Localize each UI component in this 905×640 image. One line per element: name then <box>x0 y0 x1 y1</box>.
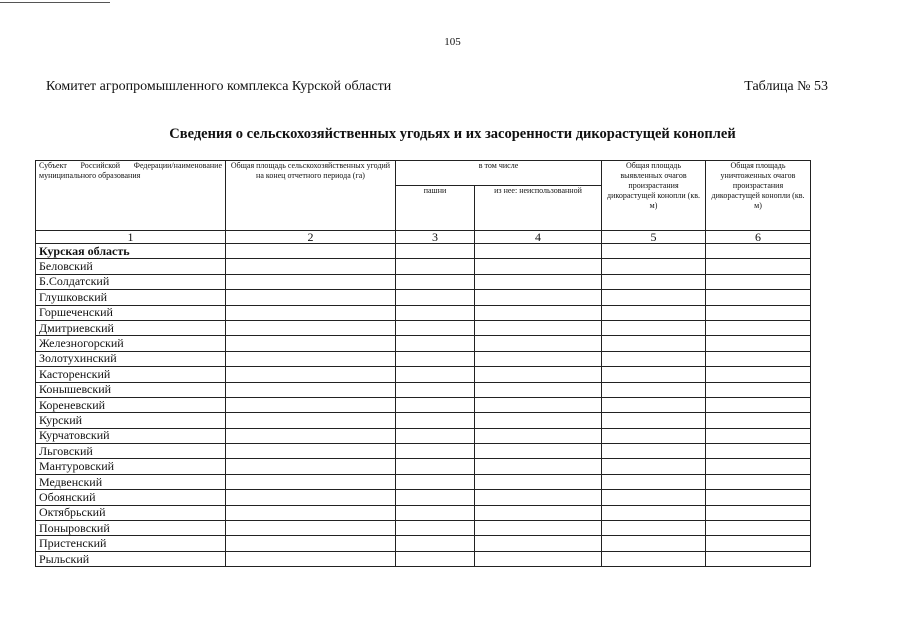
table-row <box>36 428 811 443</box>
corner-rule <box>0 2 110 3</box>
empty-cell <box>475 290 602 305</box>
empty-cell <box>602 259 706 274</box>
empty-cell <box>226 444 396 459</box>
empty-cell <box>475 397 602 412</box>
district-name: Льговский <box>36 444 226 459</box>
district-name: Октябрьский <box>36 505 226 520</box>
empty-cell <box>602 505 706 520</box>
empty-cell <box>706 397 811 412</box>
column-number: 1 <box>36 231 226 244</box>
empty-cell <box>475 521 602 536</box>
empty-cell <box>706 490 811 505</box>
district-name: Рыльский <box>36 551 226 566</box>
empty-cell <box>396 428 475 443</box>
empty-cell <box>602 459 706 474</box>
table-row <box>36 290 811 305</box>
empty-cell <box>475 428 602 443</box>
empty-cell <box>396 305 475 320</box>
empty-cell <box>226 259 396 274</box>
empty-cell <box>226 305 396 320</box>
empty-cell <box>706 521 811 536</box>
district-name: Курчатовский <box>36 428 226 443</box>
empty-cell <box>706 459 811 474</box>
empty-cell <box>396 536 475 551</box>
empty-cell <box>602 367 706 382</box>
empty-cell <box>706 274 811 289</box>
column-number: 6 <box>706 231 811 244</box>
empty-cell <box>602 474 706 489</box>
column-number: 2 <box>226 231 396 244</box>
district-name: Обоянский <box>36 490 226 505</box>
empty-cell <box>475 490 602 505</box>
district-name: Золотухинский <box>36 351 226 366</box>
district-name: Железногорский <box>36 336 226 351</box>
header-subject: Субъект Российской Федерации/наименование муниципального образования <box>36 161 226 231</box>
table-row <box>36 382 811 397</box>
empty-cell <box>396 367 475 382</box>
column-number-row <box>36 231 811 244</box>
empty-cell <box>226 336 396 351</box>
empty-cell <box>602 413 706 428</box>
empty-cell <box>475 305 602 320</box>
empty-cell <box>475 459 602 474</box>
empty-cell <box>602 351 706 366</box>
empty-cell <box>396 259 475 274</box>
district-name: Б.Солдатский <box>36 274 226 289</box>
table-row <box>36 259 811 274</box>
table-row <box>36 459 811 474</box>
table-row <box>36 444 811 459</box>
empty-cell <box>602 397 706 412</box>
empty-cell <box>602 244 706 259</box>
header-found-area: Общая площадь выявленных очагов произрастания дикорастущей конопли (кв. м) <box>602 161 706 231</box>
empty-cell <box>475 413 602 428</box>
empty-cell <box>396 459 475 474</box>
empty-cell <box>602 336 706 351</box>
empty-cell <box>602 320 706 335</box>
empty-cell <box>475 259 602 274</box>
table-row <box>36 336 811 351</box>
empty-cell <box>226 320 396 335</box>
empty-cell <box>475 382 602 397</box>
empty-cell <box>226 382 396 397</box>
empty-cell <box>706 259 811 274</box>
column-number: 5 <box>602 231 706 244</box>
empty-cell <box>226 290 396 305</box>
empty-cell <box>602 536 706 551</box>
table-row <box>36 305 811 320</box>
empty-cell <box>706 536 811 551</box>
empty-cell <box>475 551 602 566</box>
district-name: Глушковский <box>36 290 226 305</box>
empty-cell <box>396 474 475 489</box>
empty-cell <box>706 382 811 397</box>
empty-cell <box>226 551 396 566</box>
header-arable: пашни <box>396 186 475 231</box>
column-number: 3 <box>396 231 475 244</box>
empty-cell <box>396 382 475 397</box>
header-total-area: Общая площадь сельскохозяйственных угодий на конец отчетного периода (га) <box>226 161 396 231</box>
column-number: 4 <box>475 231 602 244</box>
empty-cell <box>226 521 396 536</box>
empty-cell <box>602 305 706 320</box>
table-row <box>36 244 811 259</box>
empty-cell <box>396 244 475 259</box>
empty-cell <box>396 351 475 366</box>
empty-cell <box>475 474 602 489</box>
empty-cell <box>602 551 706 566</box>
district-name: Поныровский <box>36 521 226 536</box>
district-name: Пристенский <box>36 536 226 551</box>
empty-cell <box>226 490 396 505</box>
empty-cell <box>226 367 396 382</box>
table-row <box>36 521 811 536</box>
empty-cell <box>602 521 706 536</box>
empty-cell <box>602 382 706 397</box>
empty-cell <box>602 274 706 289</box>
empty-cell <box>706 351 811 366</box>
empty-cell <box>706 320 811 335</box>
district-name: Медвенский <box>36 474 226 489</box>
empty-cell <box>475 505 602 520</box>
header-including: в том числе <box>396 161 602 186</box>
empty-cell <box>706 444 811 459</box>
table-row <box>36 536 811 551</box>
empty-cell <box>706 336 811 351</box>
table-row <box>36 351 811 366</box>
empty-cell <box>396 320 475 335</box>
empty-cell <box>706 551 811 566</box>
empty-cell <box>396 521 475 536</box>
empty-cell <box>396 551 475 566</box>
empty-cell <box>396 444 475 459</box>
page-title: Сведения о сельскохозяйственных угодьях и их засоренности дикорастущей коноплей <box>169 126 736 142</box>
empty-cell <box>475 336 602 351</box>
district-name: Касторенский <box>36 367 226 382</box>
empty-cell <box>475 320 602 335</box>
empty-cell <box>396 505 475 520</box>
empty-cell <box>475 244 602 259</box>
empty-cell <box>706 505 811 520</box>
table-row <box>36 490 811 505</box>
table-row <box>36 551 811 566</box>
page-number: 105 <box>444 36 461 48</box>
empty-cell <box>706 413 811 428</box>
empty-cell <box>226 397 396 412</box>
district-name: Дмитриевский <box>36 320 226 335</box>
empty-cell <box>396 290 475 305</box>
empty-cell <box>475 274 602 289</box>
empty-cell <box>226 351 396 366</box>
empty-cell <box>706 474 811 489</box>
header-destroyed-area: Общая площадь уничтоженных очагов произрастания дикорастущей конопли (кв. м) <box>706 161 811 231</box>
empty-cell <box>226 474 396 489</box>
district-name: Беловский <box>36 259 226 274</box>
district-name: Горшеченский <box>36 305 226 320</box>
region-name-total: Курская область <box>36 244 226 259</box>
empty-cell <box>226 505 396 520</box>
empty-cell <box>226 536 396 551</box>
table-row <box>36 474 811 489</box>
empty-cell <box>396 397 475 412</box>
empty-cell <box>706 244 811 259</box>
table-row <box>36 397 811 412</box>
empty-cell <box>396 490 475 505</box>
empty-cell <box>226 244 396 259</box>
table-number: Таблица № 53 <box>744 79 828 94</box>
empty-cell <box>706 428 811 443</box>
empty-cell <box>226 459 396 474</box>
empty-cell <box>475 444 602 459</box>
district-name: Курский <box>36 413 226 428</box>
table-row <box>36 505 811 520</box>
empty-cell <box>602 490 706 505</box>
table-row <box>36 274 811 289</box>
empty-cell <box>706 305 811 320</box>
committee-name: Комитет агропромышленного комплекса Курской области <box>46 79 392 94</box>
empty-cell <box>396 274 475 289</box>
header-unused: из нее: неиспользованной <box>475 186 602 231</box>
empty-cell <box>226 274 396 289</box>
empty-cell <box>226 413 396 428</box>
table-row <box>36 413 811 428</box>
empty-cell <box>396 413 475 428</box>
empty-cell <box>475 367 602 382</box>
district-name: Конышевский <box>36 382 226 397</box>
empty-cell <box>706 367 811 382</box>
empty-cell <box>706 290 811 305</box>
empty-cell <box>226 428 396 443</box>
empty-cell <box>475 536 602 551</box>
empty-cell <box>602 290 706 305</box>
data-table <box>35 160 811 567</box>
empty-cell <box>602 444 706 459</box>
table-row <box>36 320 811 335</box>
empty-cell <box>602 428 706 443</box>
empty-cell <box>475 351 602 366</box>
district-name: Кореневский <box>36 397 226 412</box>
empty-cell <box>396 336 475 351</box>
district-name: Мантуровский <box>36 459 226 474</box>
table-row <box>36 367 811 382</box>
